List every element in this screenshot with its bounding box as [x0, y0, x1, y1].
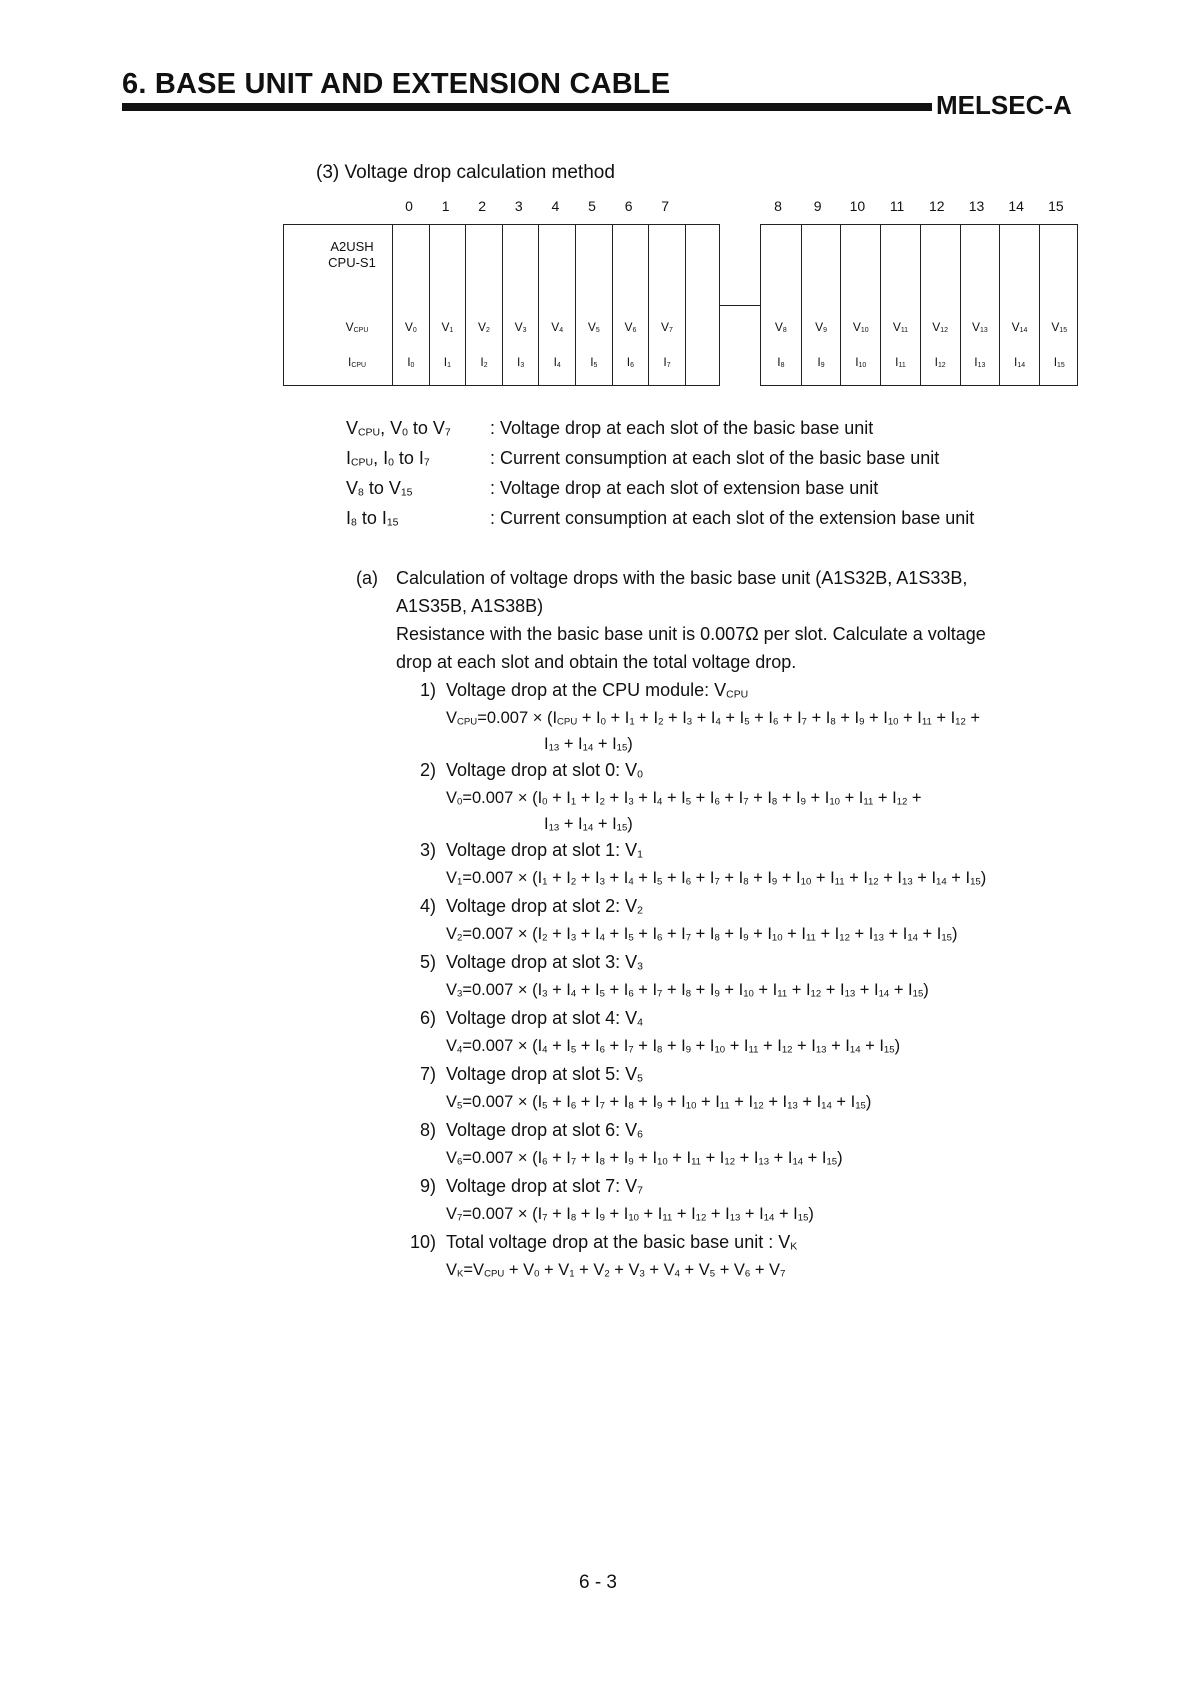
term-letter: V	[346, 418, 359, 438]
term-letter: V	[346, 478, 359, 498]
step-title-text: Total voltage drop at the basic base unit : V	[446, 1232, 791, 1252]
slot-v-sub: 5	[595, 327, 600, 335]
slot-current-label	[1000, 355, 1039, 369]
step-title	[436, 756, 643, 784]
slot-number: 14	[1008, 198, 1024, 214]
slot-i-sub: 14	[1017, 362, 1026, 370]
cpu-model-line2: CPU-S1	[328, 255, 376, 270]
slot-i-letter: I	[407, 355, 411, 369]
slot-i-sub: 12	[937, 362, 946, 370]
paragraph-a-text	[396, 564, 986, 676]
slot-i-letter: I	[663, 355, 667, 369]
slot-current-label	[393, 355, 429, 369]
slot-number: 7	[661, 198, 670, 214]
slot-cell	[761, 225, 801, 385]
slot-v-letter: V	[892, 320, 901, 334]
slot-number: 12	[929, 198, 945, 214]
slot-v	[478, 320, 490, 334]
slot-i-letter: I	[895, 355, 899, 369]
slot-number: 5	[588, 198, 596, 214]
definition-term	[346, 448, 490, 469]
step-equation-continued: $I_{13} + I_{14} + I_{15}$)	[544, 815, 633, 834]
slot-v-sub: 12	[940, 327, 949, 335]
slot-v	[624, 320, 636, 334]
slot-current-label	[761, 355, 801, 369]
slot-v-sub: 1	[449, 327, 454, 335]
slot-cell	[840, 225, 880, 385]
slot-voltage-label	[881, 320, 920, 334]
term-to: to I	[356, 508, 387, 528]
paragraph-a-line4: drop at each slot and obtain the total voltage drop.	[396, 652, 797, 672]
term-letter: I	[346, 448, 352, 468]
slot-v-letter: V	[971, 320, 980, 334]
slot-v-sub: 6	[632, 327, 637, 335]
slot-v-letter: V	[852, 320, 861, 334]
step-heading	[396, 1172, 1076, 1200]
slot-i	[855, 355, 866, 369]
step-equation: $V_K=V_{CPU} + V_0 + V_1 + V_2 + V_3 + V_4 + V_5 + V_6 + V_7$	[446, 1261, 786, 1280]
step-title-text: Voltage drop at slot 0: V	[446, 760, 638, 780]
step-title	[436, 676, 748, 704]
cpu-slot	[322, 225, 393, 385]
step-number: 6)	[419, 1008, 436, 1028]
slot-number: 2	[478, 198, 487, 214]
slot-current-label	[613, 355, 649, 369]
slot-v	[815, 320, 827, 334]
slot-i-sub: 9	[820, 362, 825, 370]
slot-i-sub: 11	[898, 362, 906, 370]
slot-i-sub: 5	[593, 362, 598, 370]
cpu-i-letter: I	[347, 355, 352, 369]
slot-i-sub: 8	[780, 362, 785, 370]
slot-v	[661, 320, 673, 334]
slot-voltage-label	[393, 320, 429, 334]
slot-v	[1012, 320, 1028, 334]
slot-voltage-label	[576, 320, 612, 334]
slot-v	[775, 320, 787, 334]
slot-cell	[920, 225, 960, 385]
slot-i	[554, 355, 561, 369]
step-title-text: Voltage drop at slot 2: V	[446, 896, 638, 916]
step-title-text: Voltage drop at slot 6: V	[446, 1120, 638, 1140]
step-title-sub: 5	[637, 1073, 643, 1085]
cpu-current-label	[322, 355, 392, 369]
definition-term	[346, 478, 490, 499]
slot-v	[853, 320, 869, 334]
definition-row	[346, 418, 974, 448]
slot-current-label	[649, 355, 685, 369]
step-equation: $V_0=0.007 \times (I_0 + I_1 + I_2 + I_3 + I_4 + I_5 + I_6 + I_7 + I_8 + I_9 + I_{10} + I_{11} + I_{12}$ +	[446, 789, 922, 808]
slot-v-letter: V	[441, 320, 450, 334]
paragraph-a-line3: Resistance with the basic base unit is 0.007Ω per slot. Calculate a voltage	[396, 624, 986, 644]
slot-voltage-label	[921, 320, 960, 334]
definition-desc: : Voltage drop at each slot of extension base unit	[490, 478, 879, 498]
slot-i	[627, 355, 634, 369]
step-number: 9)	[419, 1176, 436, 1196]
step-equation-continued: $I_{13} + I_{14} + I_{15}$)	[544, 735, 633, 754]
step-title-sub: 3	[637, 961, 643, 973]
term-letter: I	[346, 508, 352, 528]
term-sub2: 0	[388, 457, 394, 469]
step-title-text: Voltage drop at slot 1: V	[446, 840, 638, 860]
slot-v	[932, 320, 948, 334]
slot-number: 4	[551, 198, 560, 214]
slot-voltage-label	[761, 320, 801, 334]
slot-current-label	[503, 355, 539, 369]
cpu-i-sub: CPU	[351, 362, 367, 370]
slot-v-letter: V	[624, 320, 633, 334]
slot-cell	[648, 225, 685, 385]
slot-i-letter: I	[855, 355, 859, 369]
step-title-text: Voltage drop at the CPU module: V	[446, 680, 727, 700]
slot-i-sub: 4	[556, 362, 561, 370]
step-title-text: Voltage drop at slot 7: V	[446, 1176, 638, 1196]
section-title: (3) Voltage drop calculation method	[316, 162, 615, 183]
slot-i	[817, 355, 824, 369]
slot-v-sub: 15	[1059, 327, 1068, 335]
slot-i-letter: I	[516, 355, 521, 369]
paragraph-a-line1: Calculation of voltage drops with the basic base unit (A1S32B, A1S33B,	[396, 568, 968, 588]
step-title-text: Voltage drop at slot 4: V	[446, 1008, 638, 1028]
step-equation: $V_5=0.007 \times (I_5 + I_6 + I_7 + I_8 + I_9 + I_{10} + I_{11} + I_{12} + I_{13} + I_{14} + I_{15})$	[446, 1093, 872, 1112]
slot-i-sub: 13	[977, 362, 986, 370]
step-heading	[396, 756, 1076, 784]
slot-cell	[612, 225, 649, 385]
slot-v-sub: 8	[782, 327, 787, 335]
step-equation: $V_6=0.007 \times (I_6 + I_7 + I_8 + I_9 + I_{10} + I_{11} + I_{12} + I_{13} + I_{14} + I_{15})$	[446, 1149, 843, 1168]
step-title	[436, 1172, 643, 1200]
slot-i-sub: 0	[410, 362, 415, 370]
slot-i-letter: I	[626, 355, 631, 369]
definition-list	[346, 418, 974, 538]
cpu-v-sub: CPU	[353, 327, 369, 335]
slot-number: 0	[405, 198, 413, 214]
step-heading	[396, 676, 1076, 704]
slot-number: 6	[624, 198, 633, 214]
definition-desc: : Voltage drop at each slot of the basic base unit	[490, 418, 874, 438]
slot-v-letter: V	[774, 320, 783, 334]
step-heading	[396, 892, 1076, 920]
step-heading	[396, 1004, 1076, 1032]
slot-i	[407, 355, 414, 369]
slot-i-sub: 6	[630, 362, 634, 370]
step-heading	[396, 836, 1076, 864]
slot-number: 1	[441, 198, 450, 214]
slot-v-letter: V	[815, 320, 824, 334]
slot-i	[444, 355, 451, 369]
step-title-sub: CPU	[726, 689, 749, 701]
slot-number: 11	[889, 198, 905, 214]
definition-desc: : Current consumption at each slot of the basic base unit	[490, 448, 940, 468]
slot-i	[974, 355, 985, 369]
slot-i-letter: I	[934, 355, 938, 369]
step-equation: $V_3=0.007 \times (I_3 + I_4 + I_5 + I_6 + I_7 + I_8 + I_9 + I_{10} + I_{11} + I_{12} + I_{13} + I_{14} + I_{15})$	[446, 981, 929, 1000]
term-sub: 8	[358, 487, 364, 499]
slot-v-sub: 2	[486, 327, 490, 335]
cpu-model-label	[327, 239, 377, 271]
slot-i-letter: I	[480, 355, 484, 369]
slot-current-label	[576, 355, 612, 369]
brand-label: MELSEC-A	[936, 90, 1072, 120]
slot-voltage-label	[1000, 320, 1039, 334]
slot-current-label	[802, 355, 841, 369]
body-text	[356, 564, 1076, 1284]
slot-v-letter: V	[551, 320, 560, 334]
step-title	[436, 1060, 643, 1088]
term-sub3: 15	[386, 517, 399, 529]
slot-v-letter: V	[1011, 320, 1020, 334]
step-number: 5)	[419, 952, 436, 972]
slot-i	[590, 355, 597, 369]
slot-v	[893, 320, 908, 334]
page-title: 6. BASE UNIT AND EXTENSION CABLE	[122, 68, 671, 100]
step-number: 2)	[419, 760, 436, 780]
slot-v-sub: 11	[900, 327, 909, 335]
slot-cell	[392, 225, 429, 385]
slot-number: 3	[514, 198, 523, 214]
slot-voltage-label	[841, 320, 880, 334]
slot-i-sub: 2	[483, 362, 488, 370]
cpu-model-line1: A2USH	[330, 239, 374, 254]
term-sub3: 15	[400, 487, 413, 499]
slot-i-sub: 3	[520, 362, 525, 370]
cpu-v-letter: V	[345, 320, 354, 334]
cpu-voltage-label	[322, 320, 392, 334]
slot-v	[1051, 320, 1067, 334]
step-title	[436, 1116, 643, 1144]
paragraph-a	[356, 564, 1076, 676]
slot-v-letter: V	[587, 320, 596, 334]
term-rest: , I	[373, 448, 389, 468]
slot-i-letter: I	[974, 355, 978, 369]
slot-i-letter: I	[817, 355, 821, 369]
term-sub: 8	[351, 517, 357, 529]
step-title-sub: 4	[637, 1017, 643, 1029]
term-rest: , V	[380, 418, 403, 438]
slot-cell	[502, 225, 539, 385]
slot-v-letter: V	[932, 320, 941, 334]
slot-number: 8	[774, 198, 782, 214]
slot-number: 9	[813, 198, 822, 214]
step-number: 1)	[419, 680, 436, 700]
slot-v-letter: V	[1051, 320, 1060, 334]
slot-v-sub: 14	[1019, 327, 1028, 335]
header-rule	[122, 103, 932, 111]
slot-i	[1014, 355, 1025, 369]
slot-v-letter: V	[404, 320, 413, 334]
slot-i-letter: I	[1013, 355, 1018, 369]
slot-cell	[999, 225, 1039, 385]
slot-voltage-label	[466, 320, 502, 334]
slot-i	[777, 355, 784, 369]
term-sub3: 7	[423, 457, 430, 469]
slot-i	[480, 355, 487, 369]
step-heading	[396, 1116, 1076, 1144]
definition-row	[346, 508, 974, 538]
definition-desc: : Current consumption at each slot of the extension base unit	[490, 508, 975, 528]
definition-row	[346, 478, 974, 508]
slot-i-letter: I	[443, 355, 448, 369]
step-title	[436, 836, 643, 864]
term-sub2: 0	[402, 427, 408, 439]
step-title-sub: 2	[637, 905, 643, 917]
step-equation: $V_4=0.007 \times (I_4 + I_5 + I_6 + I_7 + I_8 + I_9 + I_{10} + I_{11} + I_{12} + I_{13} + I_{14} + I_{15})$	[446, 1037, 901, 1056]
slot-v-letter: V	[514, 320, 523, 334]
slot-v-sub: 10	[860, 327, 869, 335]
step-heading	[396, 948, 1076, 976]
term-to: to V	[363, 478, 401, 498]
step-heading	[396, 1060, 1076, 1088]
slot-number: 15	[1048, 198, 1064, 214]
slot-number: 13	[968, 198, 985, 214]
slot-v-sub: 9	[823, 327, 827, 335]
slot-v	[972, 320, 988, 334]
slot-current-label	[881, 355, 920, 369]
slot-cell	[575, 225, 612, 385]
step-title-sub: 1	[637, 849, 643, 861]
step-number: 3)	[419, 840, 436, 860]
step-title-sub: 7	[637, 1185, 643, 1197]
slot-v	[441, 320, 453, 334]
slot-cell	[1039, 225, 1079, 385]
term-sub: CPU	[358, 427, 381, 439]
slot-v	[515, 320, 527, 334]
slot-i	[663, 355, 670, 369]
slot-i-letter: I	[553, 355, 557, 369]
slot-current-label	[1040, 355, 1079, 369]
definition-term	[346, 508, 490, 529]
step-number: 10)	[409, 1232, 436, 1252]
definition-row	[346, 448, 974, 478]
step-equation: $V_2=0.007 \times (I_2 + I_3 + I_4 + I_5 + I_6 + I_7 + I_8 + I_9 + I_{10} + I_{11} + I_{12} + I_{13} + I_{14} + I_{15})$	[446, 925, 958, 944]
step-title	[436, 1004, 643, 1032]
slot-v-sub: 0	[412, 327, 417, 335]
slot-i-letter: I	[1053, 355, 1058, 369]
slot-i	[935, 355, 946, 369]
slot-v-sub: 13	[979, 327, 988, 335]
slot-i-sub: 15	[1057, 362, 1065, 370]
term-to: to I	[393, 448, 424, 468]
term-sub: CPU	[351, 457, 374, 469]
slot-divider	[685, 225, 686, 385]
step-title	[436, 1228, 797, 1256]
slot-voltage-label	[613, 320, 649, 334]
slot-voltage-label	[961, 320, 1000, 334]
slot-voltage-label	[649, 320, 685, 334]
step-equation: $V_1=0.007 \times (I_1 + I_2 + I_3 + I_4 + I_5 + I_6 + I_7 + I_8 + I_9 + I_{10} + I_{11} + I_{12} + I_{13} + I_{14} + I_{15})$	[446, 869, 987, 888]
slot-i-letter: I	[777, 355, 781, 369]
step-title	[436, 948, 643, 976]
slot-current-label	[921, 355, 960, 369]
step-title	[436, 892, 643, 920]
slot-current-label	[430, 355, 466, 369]
slot-cell	[538, 225, 575, 385]
step-title-text: Voltage drop at slot 5: V	[446, 1064, 638, 1084]
slot-voltage-label	[430, 320, 466, 334]
slot-voltage-label	[1040, 320, 1079, 334]
slot-cell	[801, 225, 841, 385]
slot-cell	[880, 225, 920, 385]
paragraph-a-label: (a)	[356, 568, 378, 588]
slot-v-letter: V	[478, 320, 487, 334]
slot-cell	[960, 225, 1000, 385]
step-title-sub: 0	[637, 769, 643, 781]
step-number: 8)	[419, 1120, 436, 1140]
step-number: 4)	[419, 896, 436, 916]
slot-v	[551, 320, 563, 334]
slot-v	[588, 320, 600, 334]
step-title-sub: K	[790, 1241, 798, 1253]
page-number: 6 - 3	[578, 1572, 618, 1593]
slot-current-label	[539, 355, 575, 369]
step-number: 7)	[419, 1064, 436, 1084]
slot-voltage-label	[539, 320, 575, 334]
slot-i-sub: 10	[858, 362, 867, 370]
slot-current-label	[466, 355, 502, 369]
step-title-sub: 6	[637, 1129, 643, 1141]
step-equation: $V_7=0.007 \times (I_7 + I_8 + I_9 + I_{10} + I_{11} + I_{12} + I_{13} + I_{14} + I_{15})$	[446, 1205, 814, 1224]
slot-voltage-label	[503, 320, 539, 334]
calculation-steps	[396, 676, 1076, 1284]
slot-v-letter: V	[661, 320, 670, 334]
extension-base-unit-diagram	[760, 224, 1078, 386]
extension-cable-line	[720, 305, 760, 306]
step-title-text: Voltage drop at slot 3: V	[446, 952, 638, 972]
slot-v-sub: 3	[522, 327, 527, 335]
slot-i-sub: 1	[447, 362, 451, 370]
slot-number: 10	[849, 198, 866, 214]
step-heading	[396, 1228, 1076, 1256]
slot-v	[405, 320, 417, 334]
step-equation: $V_{CPU}=0.007 \times (I_{CPU} + I_0 + I_1 + I_2 + I_3 + I_4 + I_5 + I_6 + I_7 + I_8 + I_9 + I_{10} + I_{11} + I_{12}$ +	[446, 709, 981, 728]
slot-v-sub: 7	[669, 327, 673, 335]
slot-cell	[465, 225, 502, 385]
slot-current-label	[841, 355, 880, 369]
term-to: to V	[407, 418, 445, 438]
slot-current-label	[961, 355, 1000, 369]
definition-term	[346, 418, 490, 439]
slot-i	[1054, 355, 1065, 369]
basic-base-unit-diagram	[283, 224, 720, 386]
slot-v-sub: 4	[559, 327, 564, 335]
slot-i-sub: 7	[666, 362, 671, 370]
slot-i	[517, 355, 524, 369]
slot-voltage-label	[802, 320, 841, 334]
paragraph-a-line2: A1S35B, A1S38B)	[396, 596, 544, 616]
slot-i-letter: I	[590, 355, 594, 369]
term-sub3: 7	[444, 427, 451, 439]
slot-i	[895, 355, 906, 369]
slot-cell	[429, 225, 466, 385]
